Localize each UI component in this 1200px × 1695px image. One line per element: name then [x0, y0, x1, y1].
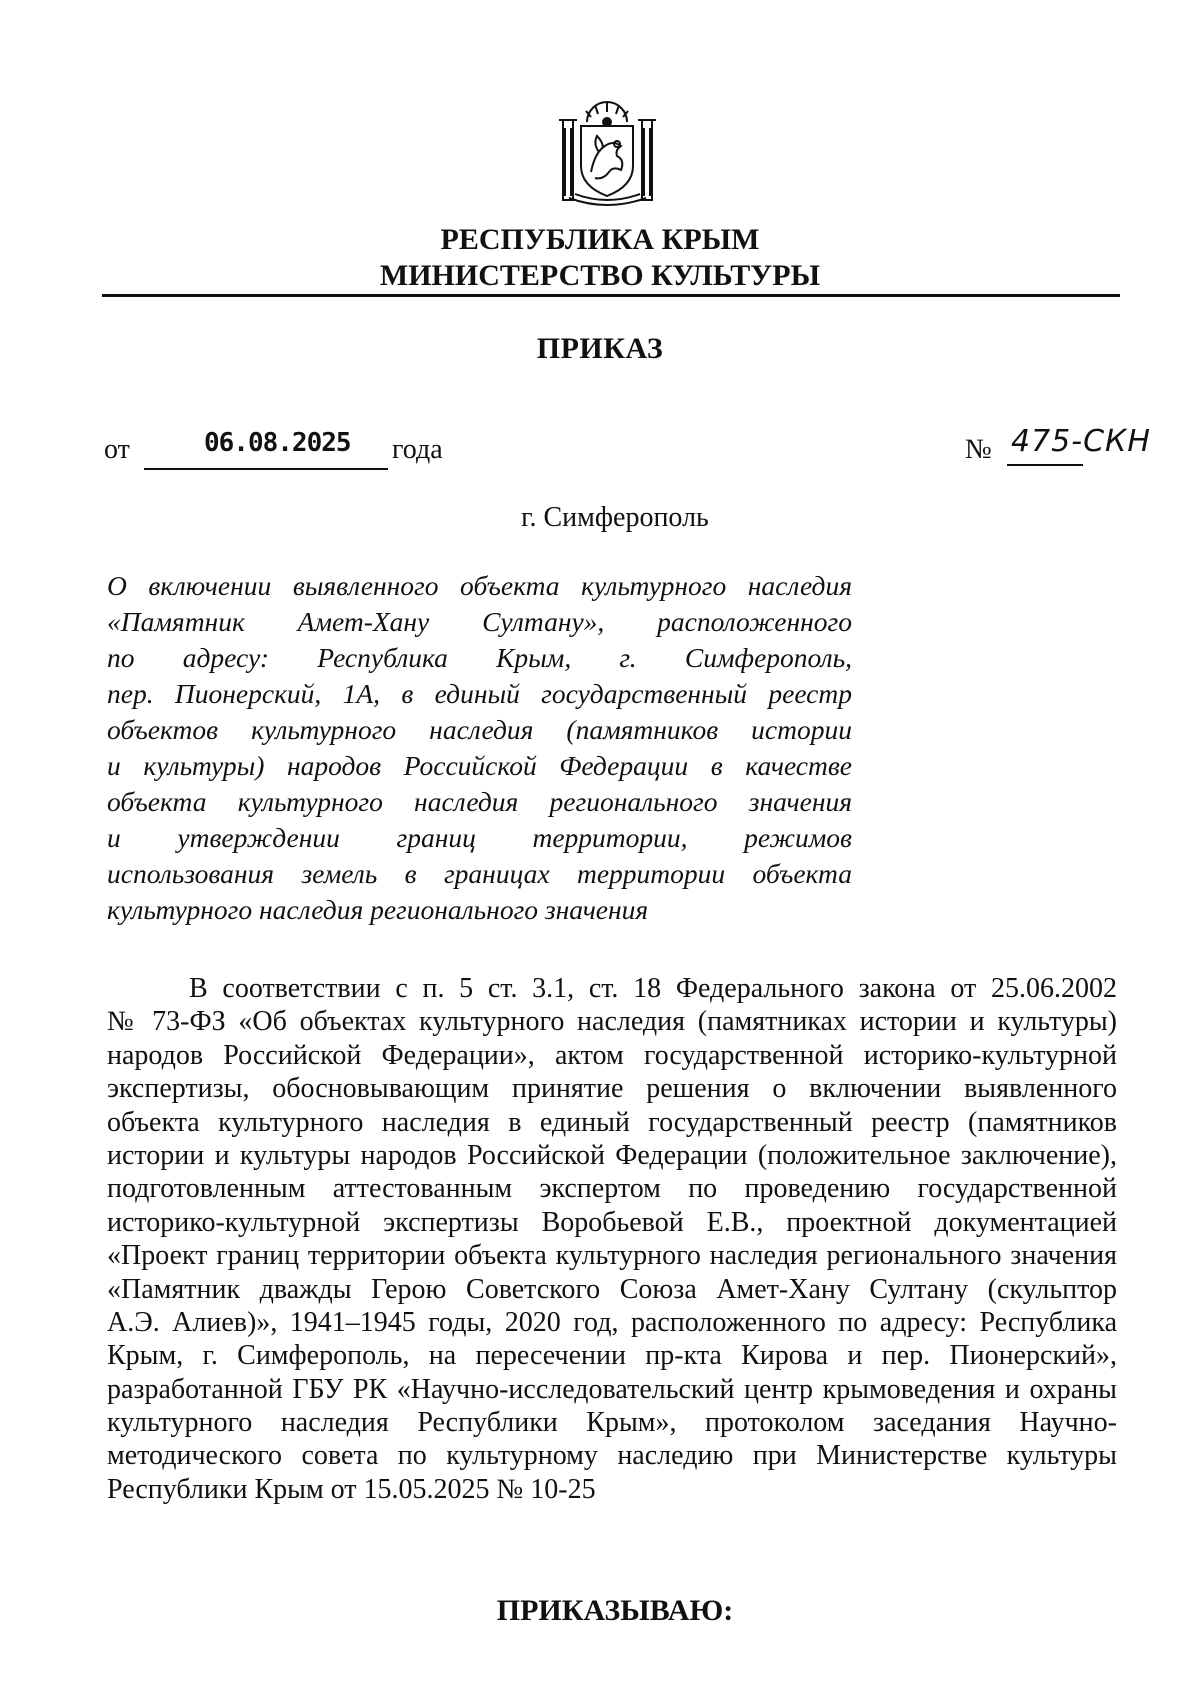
body-line: А.Э. Алиев)», 1941–1945 годы, 2020 год, расположенного по адресу: Республика: [107, 1306, 1117, 1338]
body-line: «Проект границ территории объекта культурного наследия регионального значения: [107, 1240, 1117, 1272]
header-divider: [102, 294, 1120, 297]
republic-title: РЕСПУБЛИКА КРЫМ: [440, 223, 760, 256]
order-word: ПРИКАЗЫВАЮ:: [496, 1594, 734, 1627]
subject-line: О включении выявленного объекта культурного наследия: [107, 570, 852, 601]
subject-line: пер. Пионерский, 1А, в единый государственный реестр: [107, 678, 852, 709]
date-underline: [144, 468, 388, 470]
subject-line: культурного наследия регионального значения: [107, 894, 649, 925]
date-prefix: от: [104, 434, 130, 465]
body-line: методического совета по культурному наследию при Министерстве культуры: [107, 1440, 1117, 1472]
subject-line: «Памятник Амет-Хану Султану», расположенного: [107, 606, 852, 637]
date-value: 06.08.2025: [204, 428, 351, 458]
body-line: истории и культуры народов Российской Федерации (положительное заключение),: [107, 1139, 1117, 1171]
body-line: Крым, г. Симферополь, на пересечении пр-кта Кирова и пер. Пионерский»,: [107, 1340, 1117, 1372]
body-line: культурного наследия Республики Крым», протоколом заседания Научно-: [107, 1407, 1117, 1439]
document-type: ПРИКАЗ: [536, 332, 664, 365]
body-line: объекта культурного наследия в единый государственный реестр (памятников: [107, 1106, 1117, 1138]
city: г. Симферополь: [521, 502, 709, 533]
ministry-title: МИНИСТЕРСТВО КУЛЬТУРЫ: [379, 259, 821, 292]
preamble-paragraph: [107, 972, 1117, 1506]
subject-line: использования земель в границах территории объекта: [107, 858, 852, 889]
crimea-coat-of-arms-icon: [555, 100, 660, 210]
body-line: «Памятник дважды Герою Советского Союза Амет-Хану Султану (скульптор: [107, 1273, 1117, 1305]
body-line: В соответствии с п. 5 ст. 3.1, ст. 18 Федерального закона от 25.06.2002: [189, 973, 1117, 1004]
body-line: разработанной ГБУ РК «Научно-исследовательский центр крымоведения и охраны: [107, 1373, 1117, 1405]
order-subject: [107, 568, 852, 928]
body-line: № 73-ФЗ «Об объектах культурного наследия (памятниках истории и культуры): [107, 1006, 1117, 1038]
body-line: подготовленным аттестованным экспертом по проведению государственной: [107, 1173, 1117, 1205]
body-line: историко-культурной экспертизы Воробьевой Е.В., проектной документацией: [107, 1206, 1117, 1238]
number-value: 475-СКН: [1011, 424, 1151, 459]
body-line: Республики Крым от 15.05.2025 № 10-25: [107, 1473, 596, 1505]
number-underline: [1007, 464, 1083, 466]
subject-line: по адресу: Республика Крым, г. Симферополь,: [107, 642, 852, 673]
subject-line: объекта культурного наследия регионального значения: [107, 786, 852, 817]
subject-line: объектов культурного наследия (памятников истории: [107, 714, 852, 745]
subject-line: и утверждении границ территории, режимов: [107, 822, 852, 853]
number-sign: №: [965, 434, 992, 465]
subject-line: и культуры) народов Российской Федерации в качестве: [107, 750, 852, 781]
body-line: народов Российской Федерации», актом государственной историко-культурной: [107, 1039, 1117, 1071]
body-line: экспертизы, обосновывающим принятие решения о включении выявленного: [107, 1073, 1117, 1105]
date-suffix: года: [392, 434, 443, 465]
